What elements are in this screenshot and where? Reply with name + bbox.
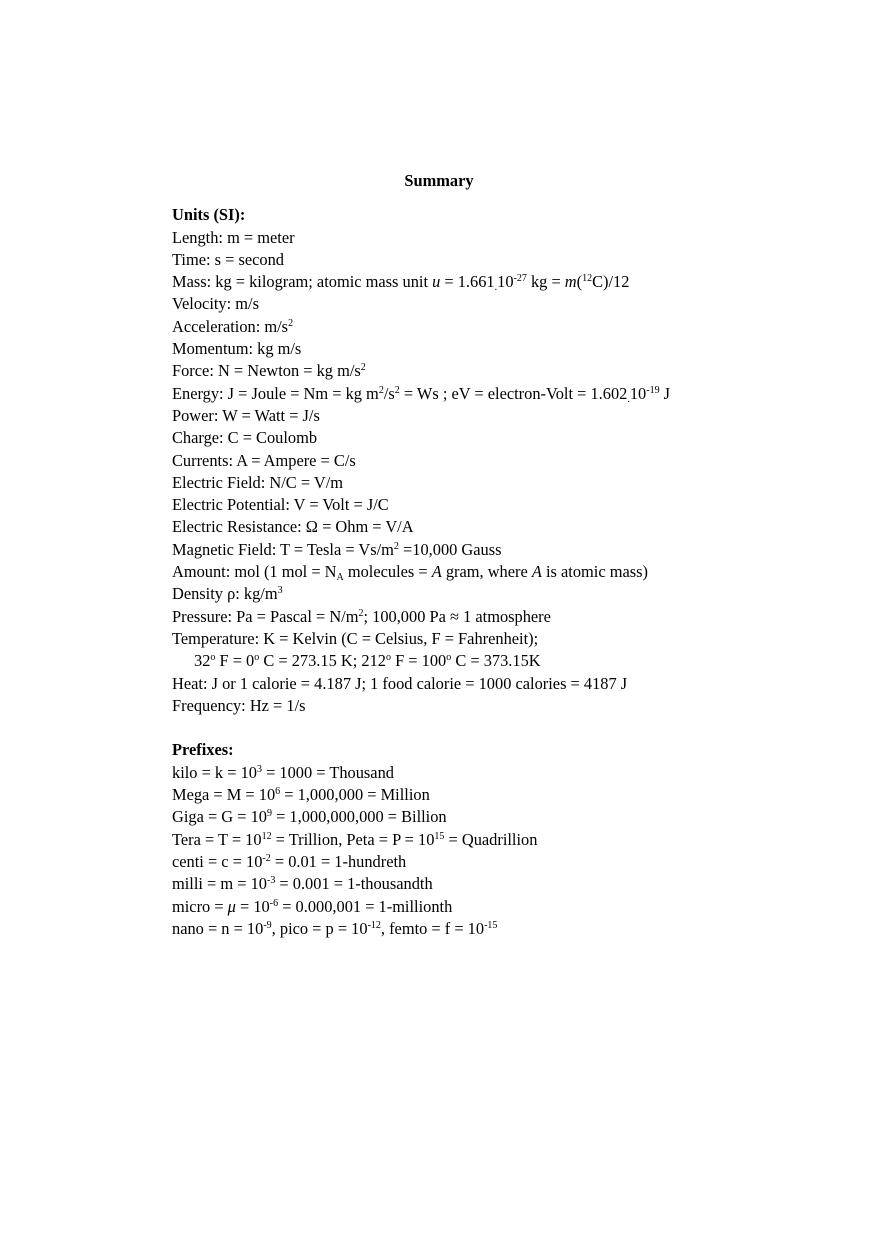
density-exponent: 3 xyxy=(277,585,283,597)
milli-text-a: milli = m = 10 xyxy=(172,874,267,894)
energy-text-b: /s xyxy=(383,383,395,403)
mass-text-a: Mass: kg = kilogram; atomic mass unit xyxy=(172,272,433,292)
mfield-text-b: =10,000 Gauss xyxy=(398,539,502,559)
centi-text-a: centi = c = 10 xyxy=(172,851,263,871)
degree-mark-3: o xyxy=(385,652,391,664)
pico-exponent: -12 xyxy=(367,919,381,931)
force-line xyxy=(172,360,792,382)
giga-text-b: = 1,000,000,000 = Billion xyxy=(271,807,447,827)
electric-resistance-line: Electric Resistance: Ω = Ohm = V/A xyxy=(172,517,414,537)
mega-text-a: Mega = M = 10 xyxy=(172,785,276,805)
power-line: Power: W = Watt = J/s xyxy=(172,405,320,425)
mass-line xyxy=(172,271,792,293)
energy-exponent-1: 2 xyxy=(378,384,384,396)
temperature-line: Temperature: K = Kelvin (C = Celsius, F = Fahrenheit); xyxy=(172,628,539,648)
velocity-line: Velocity: m/s xyxy=(172,294,259,314)
pressure-line xyxy=(172,606,792,628)
amount-symbol-a1: A xyxy=(431,562,442,582)
mega-line xyxy=(172,784,792,806)
heat-line: Heat: J or 1 calorie = 4.187 J; 1 food calorie = 1000 calories = 4187 J xyxy=(172,673,628,693)
centi-text-b: = 0.01 = 1-hundreth xyxy=(270,851,407,871)
pressure-exponent: 2 xyxy=(358,607,364,619)
temp-text-a: 32 xyxy=(194,651,211,671)
temp-text-d: F = 100 xyxy=(390,651,447,671)
mass-isotope: 12 xyxy=(582,273,593,285)
tera-line xyxy=(172,829,792,851)
length-line: Length: m = meter xyxy=(172,227,295,247)
amount-subscript: A xyxy=(336,572,344,584)
units-heading: Units (SI): xyxy=(172,205,246,225)
tera-text-a: Tera = T = 10 xyxy=(172,829,262,849)
amount-symbol-a2: A xyxy=(531,562,542,582)
energy-line xyxy=(172,383,792,405)
tera-text-b: = Trillion, Peta = P = 10 xyxy=(271,829,435,849)
centi-exponent: -2 xyxy=(262,852,271,864)
mass-text-d: kg = xyxy=(526,272,565,292)
amount-line xyxy=(172,561,792,583)
electric-potential-line: Electric Potential: V = Volt = J/C xyxy=(172,495,389,515)
degree-mark-1: o xyxy=(210,652,216,664)
micro-line xyxy=(172,896,792,918)
degree-mark-2: o xyxy=(254,652,260,664)
giga-line xyxy=(172,806,792,828)
mfield-text-a: Magnetic Field: T = Tesla = Vs/m xyxy=(172,539,394,559)
magnetic-field-line xyxy=(172,539,792,561)
mass-text-f: C)/12 xyxy=(592,272,630,292)
mass-symbol-u: u xyxy=(432,272,441,292)
momentum-line: Momentum: kg m/s xyxy=(172,339,302,359)
milli-text-b: = 0.001 = 1-thousandth xyxy=(275,874,433,894)
nano-exponent: -9 xyxy=(263,919,272,931)
electric-field-line: Electric Field: N/C = V/m xyxy=(172,472,344,492)
amount-text-d: is atomic mass) xyxy=(541,562,648,582)
temperature-conversion-line xyxy=(172,650,792,672)
centi-line xyxy=(172,851,792,873)
amount-text-c: gram, where xyxy=(441,562,532,582)
mass-text-b: = 1.661 xyxy=(440,272,495,292)
energy-dot: . xyxy=(627,393,630,405)
nano-text-c: , femto = f = 10 xyxy=(380,918,485,938)
amount-text-b: molecules = xyxy=(343,562,432,582)
mass-exponent: -27 xyxy=(513,273,527,285)
prefixes-heading: Prefixes: xyxy=(172,740,234,760)
nano-text-a: nano = n = 10 xyxy=(172,918,264,938)
kilo-exponent: 3 xyxy=(256,763,262,775)
micro-text-c: = 0.000,001 = 1-millionth xyxy=(278,896,453,916)
frequency-line: Frequency: Hz = 1/s xyxy=(172,695,306,715)
micro-exponent: -6 xyxy=(269,897,279,909)
mass-text-e: ( xyxy=(576,272,583,292)
energy-exponent-2: 2 xyxy=(394,384,400,396)
peta-exponent: 15 xyxy=(434,830,445,842)
tera-exponent: 12 xyxy=(261,830,272,842)
energy-text-d: 10 xyxy=(629,383,647,403)
acceleration-line xyxy=(172,316,792,338)
giga-text-a: Giga = G = 10 xyxy=(172,807,267,827)
density-text: Density ρ: kg/m xyxy=(172,584,278,604)
tera-text-c: = Quadrillion xyxy=(444,829,538,849)
temp-text-e: C = 373.15K xyxy=(451,651,541,671)
kilo-text-a: kilo = k = 10 xyxy=(172,762,257,782)
micro-symbol-mu: μ xyxy=(227,896,236,916)
temp-text-c: C = 273.15 K; 212 xyxy=(259,651,386,671)
amount-text-a: Amount: mol (1 mol = N xyxy=(172,562,337,582)
section-gap xyxy=(172,717,792,739)
energy-text-a: Energy: J = Joule = Nm = kg m xyxy=(172,383,379,403)
currents-line: Currents: A = Ampere = C/s xyxy=(172,450,356,470)
giga-exponent: 9 xyxy=(266,808,272,820)
micro-text-a: micro = xyxy=(172,896,228,916)
nano-text-b: , pico = p = 10 xyxy=(271,918,368,938)
acceleration-exponent: 2 xyxy=(288,317,294,329)
density-line xyxy=(172,583,792,605)
mfield-exponent: 2 xyxy=(393,540,399,552)
force-text: Force: N = Newton = kg m/s xyxy=(172,361,361,381)
mega-text-b: = 1,000,000 = Million xyxy=(280,785,430,805)
micro-text-b: = 10 xyxy=(235,896,270,916)
mass-symbol-m: m xyxy=(564,272,577,292)
pressure-text-a: Pressure: Pa = Pascal = N/m xyxy=(172,606,359,626)
femto-exponent: -15 xyxy=(484,919,498,931)
energy-text-e: J xyxy=(659,383,671,403)
degree-mark-4: o xyxy=(446,652,452,664)
summary-page xyxy=(172,170,792,940)
energy-exponent-3: -19 xyxy=(646,384,660,396)
mass-text-c: 10 xyxy=(497,272,514,292)
mega-exponent: 6 xyxy=(275,786,281,798)
acceleration-text: Acceleration: m/s xyxy=(172,316,289,336)
energy-text-c: = Ws ; eV = electron-Volt = 1.602 xyxy=(399,383,628,403)
force-exponent: 2 xyxy=(360,362,366,374)
page-title: Summary xyxy=(404,171,474,190)
nano-line xyxy=(172,918,792,940)
milli-line xyxy=(172,873,792,895)
mass-dot: . xyxy=(494,282,498,294)
kilo-text-b: = 1000 = Thousand xyxy=(261,762,394,782)
pressure-text-b: ; 100,000 Pa ≈ 1 atmosphere xyxy=(363,606,551,626)
time-line: Time: s = second xyxy=(172,249,284,269)
milli-exponent: -3 xyxy=(266,875,276,887)
charge-line: Charge: C = Coulomb xyxy=(172,428,318,448)
temp-text-b: F = 0 xyxy=(215,651,255,671)
kilo-line xyxy=(172,762,792,784)
